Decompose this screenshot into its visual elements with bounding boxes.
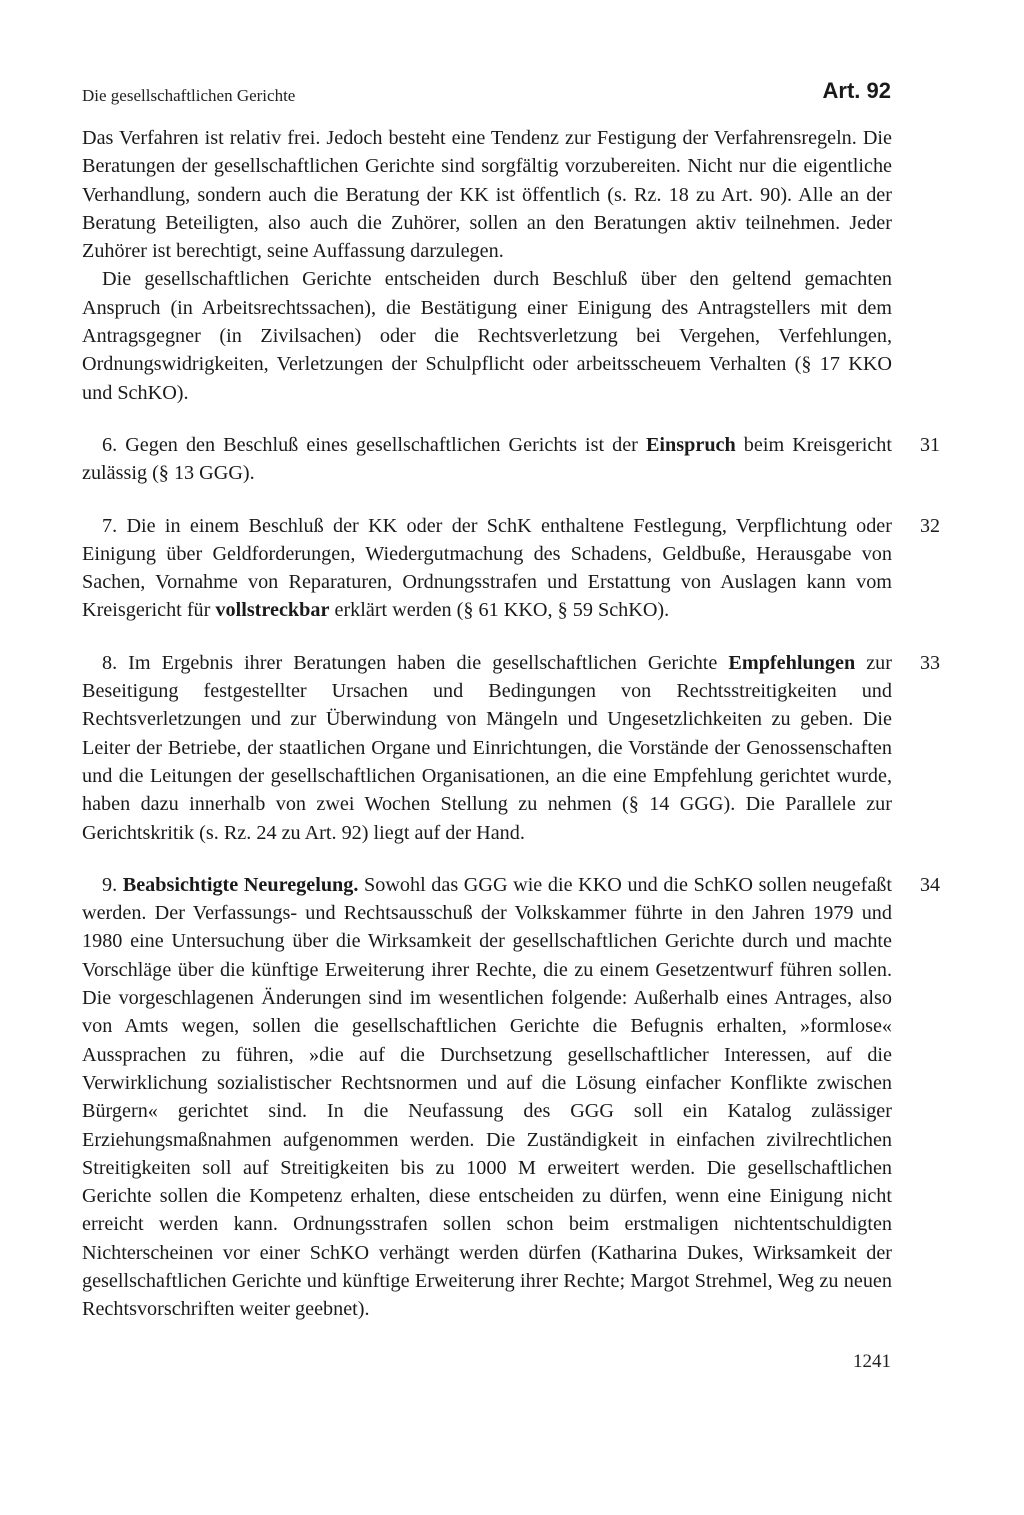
section-6-keyword: Einspruch — [645, 433, 736, 456]
section-7-text-pre: 7. Die in einem Beschluß der KK oder der SchK enthaltene Festlegung, Verpflichtung oder Einigung über Geldforderungen, Wiedergutmachung des Schadens, Geldbuße, Herausgabe von Sachen, Vornahme von Reparaturen, Ordnungsstrafen und Erstattung von Auslagen kann vom Kreisgericht für — [82, 514, 892, 622]
marginal-number-34: 34 — [920, 873, 940, 896]
section-8-text-post: zur Beseitigung festgestellter Ursachen und Bedingungen von Rechtsstreitigkeiten und Rechtsverletzungen und zur Überwindung von Mängeln und Ungesetzlichkeiten zu geben. Die Leiter der Betriebe, der staatlichen Organe und Einrichtungen, die Vorstände der Genossenschaften und die Leitungen der gesellschaftlichen Organisationen, an die eine Empfehlung gerichtet wurde, haben dazu innerhalb von zwei Wochen Stellung zu nehmen (§ 14 GGG). Die Parallele zur Gerichtskritik (s. Rz. 24 zu Art. 92) liegt auf der Hand. — [82, 651, 892, 844]
body-text — [82, 124, 940, 1324]
article-label: Art. 92 — [822, 78, 891, 103]
section-7 — [82, 512, 940, 625]
section-8-keyword: Empfehlungen — [728, 651, 856, 674]
paragraph-procedure: Das Verfahren ist relativ frei. Jedoch besteht eine Tendenz zur Festigung der Verfahrensregeln. Die Beratungen der gesellschaftlichen Gerichte sind sorgfältig vorzubereiten. Nicht nur die eigentliche Verhandlung, sondern auch die Beratung der KK ist öffentlich (s. Rz. 18 zu Art. 90). Alle an der Beratung Beteiligten, also auch die Zuhörer, sollen an den Beratungen aktiv teilnehmen. Jeder Zuhörer ist berechtigt, seine Auffassung darzulegen. — [82, 127, 892, 263]
section-8 — [82, 649, 940, 847]
running-head-title: Die gesellschaftlichen Gerichte — [82, 86, 296, 105]
section-6 — [82, 431, 940, 488]
section-7-keyword: vollstreckbar — [215, 599, 330, 622]
marginal-number-31: 31 — [920, 433, 940, 456]
section-9-text-pre: 9. — [102, 873, 123, 896]
page-number: 1241 — [853, 1351, 891, 1372]
section-7-text-post: erklärt werden (§ 61 KKO, § 59 SchKO). — [329, 599, 670, 622]
paragraph-decisions: Die gesellschaftlichen Gerichte entscheiden durch Beschluß über den geltend gemachten Anspruch (in Arbeitsrechtssachen), die Bestätigung einer Einigung des Antragstellers mit dem Antragsgegner (in Zivilsachen) oder die Rechtsverletzung bei Vergehen, Verfehlungen, Ordnungswidrigkeiten, Verletzungen der Schulpflicht oder arbeitsscheuem Verhalten (§ 17 KKO und SchKO). — [82, 268, 892, 404]
section-8-text-pre: 8. Im Ergebnis ihrer Beratungen haben die gesellschaftlichen Gerichte — [102, 651, 729, 674]
section-6-text-post: beim Kreisgericht zulässig (§ 13 GGG). — [82, 433, 892, 485]
marginal-number-32: 32 — [920, 514, 940, 537]
section-9-keyword: Beabsichtigte Neuregelung. — [122, 873, 359, 896]
marginal-number-33: 33 — [920, 651, 940, 674]
section-9 — [82, 871, 940, 1324]
section-6-text-pre: 6. Gegen den Beschluß eines gesellschaftlichen Gerichts ist der — [102, 433, 646, 456]
section-9-text-post: Sowohl das GGG wie die KKO und die SchKO sollen neugefaßt werden. Der Verfassungs- und Rechtsausschuß der Volkskammer führte in den Jahren 1979 und 1980 eine Untersuchung über die Wirksamkeit der gesellschaftlichen Gerichte durch und machte Vorschläge über die künftige Erweiterung ihrer Rechte, die zu einem Gesetzentwurf führen sollen. Die vorgeschlagenen Änderungen sind im wesentlichen folgende: Außerhalb eines Antrages, also von Amts wegen, sollen die gesellschaftlichen Gerichte die Befugnis erhalten, »formlose« Aussprachen zu führen, »die auf die Durchsetzung gesellschaftlicher Interessen, auf die Verwirklichung sozialistischer Rechtsnormen und auf die Lösung einfacher Konflikte zwischen Bürgern« gerichtet sind. In die Neufassung des GGG soll ein Katalog zulässiger Erziehungsmaßnahmen aufgenommen werden. Die Zuständigkeit in einfachen zivilrechtlichen Streitigkeiten soll auf Streitigkeiten bis zu 1000 M erweitert werden. Die gesellschaftlichen Gerichte sollen die Kompetenz erhalten, diese entscheiden zu dürfen, wenn eine Einigung nicht erreicht werden kann. Ordnungsstrafen sollen schon beim erstmaligen nichtentschuldigten Nichterscheinen vor einer SchKO verhängt werden dürfen (Katharina Dukes, Wirksamkeit der gesellschaftlichen Gerichte und künftige Erweiterung ihrer Rechte; Margot Strehmel, Weg zu neuen Rechtsvorschriften weiter geebnet). — [82, 873, 892, 1321]
